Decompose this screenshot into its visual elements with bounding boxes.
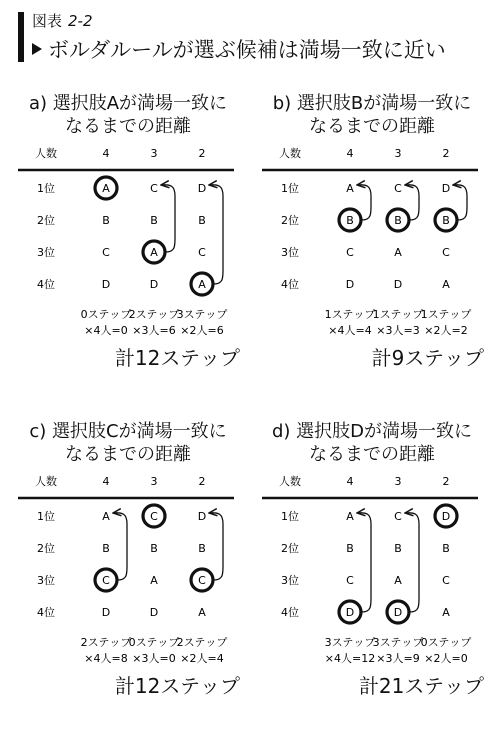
figure-title-row — [32, 34, 446, 64]
figure-label — [32, 10, 93, 31]
panel-c — [8, 418, 248, 748]
choice-letter: D — [441, 182, 451, 195]
header-count-label: 人数 — [35, 475, 57, 488]
choice-letter: B — [102, 542, 110, 555]
panel-b — [252, 90, 492, 420]
choice-letter: C — [102, 246, 110, 259]
figure-title: ボルダルールが選ぶ候補は満場一致に近い — [48, 38, 446, 62]
triangle-bullet-icon — [32, 43, 42, 55]
column-count-2: 2 — [198, 475, 206, 488]
step-count-label: 3ステップ — [324, 636, 376, 649]
target-choice-letter: A — [198, 278, 206, 291]
rank-label: 3位 — [37, 246, 55, 259]
panel-title-line2: なるまでの距離 — [65, 116, 191, 137]
column-count-4: 4 — [346, 147, 354, 160]
step-product-label: ×4人=4 — [328, 324, 372, 337]
rank-label: 1位 — [281, 182, 299, 195]
choice-letter: D — [393, 278, 403, 291]
rank-label: 1位 — [281, 510, 299, 523]
step-product-label: ×4人=0 — [84, 324, 128, 337]
rank-label: 3位 — [281, 246, 299, 259]
choice-letter: D — [101, 606, 111, 619]
step-count-label: 2ステップ — [128, 308, 180, 321]
rank-label: 1位 — [37, 510, 55, 523]
choice-letter: A — [150, 574, 158, 587]
move-to-top-arrow — [209, 513, 223, 580]
rank-label: 4位 — [37, 606, 55, 619]
choice-letter: A — [442, 278, 450, 291]
panel-title-line1: d) 選択肢Dが満場一致に — [271, 421, 473, 442]
rank-label: 2位 — [37, 214, 55, 227]
move-to-top-arrow — [405, 513, 419, 612]
column-count-4: 4 — [346, 475, 354, 488]
column-count-3: 3 — [150, 147, 158, 160]
step-product-label: ×3人=9 — [376, 652, 420, 665]
choice-letter: D — [101, 278, 111, 291]
step-count-label: 0ステップ — [80, 308, 132, 321]
panel-title-line2: なるまでの距離 — [309, 116, 435, 137]
rank-label: 2位 — [37, 542, 55, 555]
header-count-label: 人数 — [35, 147, 57, 160]
panel-title-line1: a) 選択肢Aが満場一致に — [28, 93, 228, 114]
step-product-label: ×2人=6 — [180, 324, 224, 337]
target-choice-letter: B — [346, 214, 354, 227]
choice-letter: C — [442, 246, 450, 259]
choice-letter: A — [346, 182, 354, 195]
column-count-2: 2 — [198, 147, 206, 160]
step-count-label: 1ステップ — [324, 308, 376, 321]
rank-label: 4位 — [281, 606, 299, 619]
rank-label: 3位 — [37, 574, 55, 587]
total-steps: 計12ステップ — [114, 674, 240, 698]
choice-letter: D — [197, 510, 207, 523]
step-product-label: ×4人=12 — [324, 652, 376, 665]
step-product-label: ×2人=0 — [424, 652, 468, 665]
column-count-4: 4 — [102, 147, 110, 160]
panel-title-line2: なるまでの距離 — [65, 444, 191, 465]
target-choice-letter: C — [102, 574, 110, 587]
step-count-label: 3ステップ — [372, 636, 424, 649]
rank-label: 2位 — [281, 542, 299, 555]
step-count-label: 2ステップ — [176, 636, 228, 649]
choice-letter: C — [394, 182, 402, 195]
panel-title-line1: c) 選択肢Cが満場一致に — [29, 421, 227, 442]
step-product-label: ×3人=3 — [376, 324, 420, 337]
choice-letter: A — [394, 574, 402, 587]
header-accent-bar — [18, 12, 24, 62]
choice-letter: B — [102, 214, 110, 227]
total-steps: 計9ステップ — [371, 346, 484, 370]
figure-label-text: 図表 — [32, 12, 63, 30]
total-steps: 計12ステップ — [114, 346, 240, 370]
move-to-top-arrow — [113, 513, 127, 580]
choice-letter: D — [149, 278, 159, 291]
target-choice-letter: B — [442, 214, 450, 227]
column-count-2: 2 — [442, 147, 450, 160]
choice-letter: B — [198, 542, 206, 555]
step-count-label: 3ステップ — [176, 308, 228, 321]
choice-letter: A — [442, 606, 450, 619]
header-count-label: 人数 — [279, 475, 301, 488]
step-product-label: ×2人=4 — [180, 652, 224, 665]
rank-label: 4位 — [281, 278, 299, 291]
move-to-top-arrow — [161, 185, 175, 252]
choice-letter: A — [102, 510, 110, 523]
choice-letter: B — [150, 214, 158, 227]
step-count-label: 1ステップ — [420, 308, 472, 321]
rank-label: 1位 — [37, 182, 55, 195]
choice-letter: B — [442, 542, 450, 555]
target-choice-letter: B — [394, 214, 402, 227]
choice-letter: B — [198, 214, 206, 227]
target-choice-letter: C — [150, 510, 158, 523]
choice-letter: B — [346, 542, 354, 555]
step-product-label: ×4人=8 — [84, 652, 128, 665]
figure-number: 2-2 — [68, 12, 93, 30]
step-product-label: ×3人=6 — [132, 324, 176, 337]
choice-letter: C — [346, 574, 354, 587]
panel-title-line2: なるまでの距離 — [309, 444, 435, 465]
target-choice-letter: D — [345, 606, 355, 619]
move-to-top-arrow — [209, 185, 223, 284]
choice-letter: C — [150, 182, 158, 195]
target-choice-letter: C — [198, 574, 206, 587]
choice-letter: D — [149, 606, 159, 619]
panel-d — [252, 418, 492, 748]
move-to-top-arrow — [357, 513, 371, 612]
target-choice-letter: A — [150, 246, 158, 259]
target-choice-letter: A — [102, 182, 110, 195]
choice-letter: C — [198, 246, 206, 259]
header-count-label: 人数 — [279, 147, 301, 160]
choice-letter: A — [346, 510, 354, 523]
target-choice-letter: D — [393, 606, 403, 619]
target-choice-letter: D — [441, 510, 451, 523]
step-product-label: ×3人=0 — [132, 652, 176, 665]
step-count-label: 1ステップ — [372, 308, 424, 321]
choice-letter: C — [442, 574, 450, 587]
choice-letter: B — [150, 542, 158, 555]
step-count-label: 2ステップ — [80, 636, 132, 649]
step-product-label: ×2人=2 — [424, 324, 468, 337]
choice-letter: C — [346, 246, 354, 259]
choice-letter: A — [394, 246, 402, 259]
panel-a — [8, 90, 248, 420]
choice-letter: B — [394, 542, 402, 555]
rank-label: 3位 — [281, 574, 299, 587]
choice-letter: D — [345, 278, 355, 291]
figure-header — [18, 10, 488, 64]
column-count-3: 3 — [150, 475, 158, 488]
step-count-label: 0ステップ — [420, 636, 472, 649]
column-count-4: 4 — [102, 475, 110, 488]
choice-letter: C — [394, 510, 402, 523]
choice-letter: A — [198, 606, 206, 619]
panel-title-line1: b) 選択肢Bが満場一致に — [272, 93, 472, 114]
step-count-label: 0ステップ — [128, 636, 180, 649]
column-count-2: 2 — [442, 475, 450, 488]
rank-label: 4位 — [37, 278, 55, 291]
total-steps: 計21ステップ — [358, 674, 484, 698]
choice-letter: D — [197, 182, 207, 195]
column-count-3: 3 — [394, 475, 402, 488]
column-count-3: 3 — [394, 147, 402, 160]
rank-label: 2位 — [281, 214, 299, 227]
